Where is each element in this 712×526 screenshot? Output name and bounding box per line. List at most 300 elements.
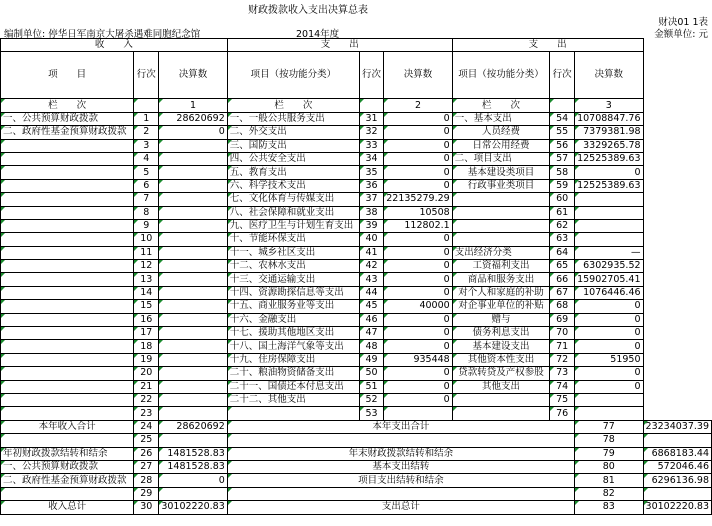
table-row	[1, 112, 712, 125]
expense-item[interactable]: 二、外交支出	[227, 126, 359, 139]
row-number: 25	[134, 434, 159, 447]
income-item[interactable]	[1, 233, 134, 246]
row-number: 5	[134, 166, 159, 179]
row-number: 16	[134, 313, 159, 326]
expense-amount[interactable]: 112802.1	[384, 219, 452, 232]
expense-econ-amount[interactable]: 15902705.41	[575, 273, 644, 286]
carry-expense-item[interactable]: 基本支出结转	[227, 460, 574, 473]
table-row	[1, 367, 712, 380]
func-item-header: 项目（按功能分类）	[452, 52, 550, 99]
row-number: 49	[359, 353, 383, 366]
expense-econ-amount[interactable]: 0	[575, 313, 644, 326]
expense-amount[interactable]: 0	[384, 139, 452, 152]
row-number: 18	[134, 340, 159, 353]
income-item[interactable]	[1, 407, 134, 420]
expense-amount[interactable]: 0	[384, 273, 452, 286]
expense-econ-amount[interactable]: 51950	[575, 353, 644, 366]
income-item[interactable]	[1, 313, 134, 326]
expense-amount[interactable]: 0	[384, 126, 452, 139]
expense-amount[interactable]: 0	[384, 166, 452, 179]
expense-item[interactable]: 十、节能环保支出	[227, 233, 359, 246]
expense-econ-amount[interactable]: 12525389.63	[575, 179, 644, 192]
table-row	[1, 260, 712, 273]
expense-econ-amount[interactable]: 0	[575, 340, 644, 353]
row-number: 54	[550, 112, 575, 125]
row-number: 59	[550, 179, 575, 192]
row-number: 19	[134, 353, 159, 366]
income-amount[interactable]	[159, 246, 227, 259]
expense-grand-amount[interactable]: 30102220.83	[643, 501, 711, 514]
carry-expense-amount[interactable]: 6868183.44	[643, 447, 711, 460]
expense-econ-item[interactable]: 其他资本性支出	[452, 353, 550, 366]
table-row	[1, 166, 712, 179]
row-number: 76	[550, 407, 575, 420]
row-number: 27	[134, 460, 159, 473]
row-number: 32	[359, 126, 383, 139]
table-row	[1, 246, 712, 259]
row-number: 3	[134, 139, 159, 152]
row-number: 43	[359, 273, 383, 286]
income-total-label: 本年收入合计	[1, 420, 134, 433]
table-row	[1, 460, 712, 473]
column-index: 1	[159, 99, 227, 112]
column-index-label: 栏 次	[452, 99, 550, 112]
income-amount[interactable]	[159, 300, 227, 313]
income-amount[interactable]	[159, 166, 227, 179]
expense-econ-item[interactable]: 商品和服务支出	[452, 273, 550, 286]
income-amount[interactable]	[159, 353, 227, 366]
row-number: 28	[134, 474, 159, 487]
carry-expense-amount[interactable]: 6296136.98	[643, 474, 711, 487]
carry-expense-amount[interactable]	[643, 487, 711, 500]
income-item[interactable]	[1, 393, 134, 406]
expense-amount[interactable]: 0	[384, 327, 452, 340]
row-number: 65	[550, 260, 575, 273]
expense-econ-amount[interactable]: 0	[575, 166, 644, 179]
expense-amount[interactable]: 0	[384, 340, 452, 353]
row-number: 17	[134, 327, 159, 340]
row-number: 58	[550, 166, 575, 179]
blank-cell	[1, 434, 134, 447]
row-number: 70	[550, 327, 575, 340]
carry-expense-item[interactable]: 年末财政拨款结转和结余	[227, 447, 574, 460]
income-item[interactable]	[1, 340, 134, 353]
table-row	[1, 179, 712, 192]
expense-amount[interactable]: 0	[384, 179, 452, 192]
row-number: 23	[134, 407, 159, 420]
income-item[interactable]	[1, 166, 134, 179]
report-year: 2014年度	[296, 29, 340, 40]
expense-econ-item[interactable]: 日常公用经费	[452, 139, 550, 152]
expense-item[interactable]: 九、医疗卫生与计划生育支出	[227, 219, 359, 232]
income-amount[interactable]	[159, 393, 227, 406]
income-item[interactable]	[1, 179, 134, 192]
income-amount[interactable]	[159, 219, 227, 232]
income-amount[interactable]: 28620692	[159, 112, 227, 125]
blank-cell	[550, 99, 575, 112]
row-number: 69	[550, 313, 575, 326]
row-number: 81	[575, 474, 644, 487]
row-number: 33	[359, 139, 383, 152]
income-item[interactable]: 一、公共预算财政拨款	[1, 112, 134, 125]
row-number: 67	[550, 286, 575, 299]
expense-amount[interactable]: 0	[384, 393, 452, 406]
expense-econ-amount[interactable]: 12525389.63	[575, 152, 644, 165]
expense-item[interactable]: 十二、农林水支出	[227, 260, 359, 273]
row-number: 29	[134, 487, 159, 500]
row-no-header: 行次	[359, 52, 383, 99]
expense-header-1: 支 出	[227, 39, 452, 52]
carry-income-amount[interactable]: 0	[159, 474, 227, 487]
currency-unit: 金额单位: 元	[654, 29, 708, 40]
row-number: 22	[134, 393, 159, 406]
expense-item[interactable]: 六、科学技术支出	[227, 179, 359, 192]
income-amount[interactable]	[159, 273, 227, 286]
expense-grand-label: 支出总计	[227, 501, 574, 514]
expense-econ-item[interactable]: 人员经费	[452, 126, 550, 139]
row-number: 61	[550, 206, 575, 219]
expense-econ-item[interactable]	[452, 193, 550, 206]
expense-econ-amount[interactable]: 6302935.52	[575, 260, 644, 273]
expense-item[interactable]: 十六、金融支出	[227, 313, 359, 326]
expense-econ-item[interactable]: 贷款转贷及产权参股	[452, 367, 550, 380]
carry-income-amount[interactable]	[159, 487, 227, 500]
expense-econ-item[interactable]: 二、项目支出	[452, 152, 550, 165]
expense-amount[interactable]	[384, 407, 452, 420]
column-index: 2	[384, 99, 452, 112]
expense-amount[interactable]: 0	[384, 286, 452, 299]
income-item[interactable]	[1, 139, 134, 152]
row-number: 35	[359, 166, 383, 179]
expense-total-amount[interactable]: 23234037.39	[643, 420, 711, 433]
expense-econ-item[interactable]: 其他支出	[452, 380, 550, 393]
income-amount[interactable]	[159, 313, 227, 326]
expense-amount[interactable]: 0	[384, 313, 452, 326]
carry-income-item[interactable]: 二、政府性基金预算财政拨款	[1, 474, 134, 487]
income-amount[interactable]	[159, 193, 227, 206]
column-index-label: 栏 次	[227, 99, 359, 112]
expense-econ-item[interactable]: 债务利息支出	[452, 327, 550, 340]
row-number: 8	[134, 206, 159, 219]
expense-econ-amount[interactable]: 3329265.78	[575, 139, 644, 152]
row-number: 44	[359, 286, 383, 299]
expense-econ-item[interactable]: 对企事业单位的补贴	[452, 300, 550, 313]
row-number: 36	[359, 179, 383, 192]
blank-cell	[134, 99, 159, 112]
expense-amount[interactable]: 10508	[384, 206, 452, 219]
expense-amount[interactable]: 40000	[384, 300, 452, 313]
table-row	[1, 313, 712, 326]
expense-econ-item[interactable]	[452, 393, 550, 406]
expense-item[interactable]: 五、教育支出	[227, 166, 359, 179]
expense-amount[interactable]: 0	[384, 260, 452, 273]
row-number: 72	[550, 353, 575, 366]
row-number: 51	[359, 380, 383, 393]
expense-item[interactable]: 八、社会保障和就业支出	[227, 206, 359, 219]
row-number: 68	[550, 300, 575, 313]
row-number: 31	[359, 112, 383, 125]
row-number: 82	[575, 487, 644, 500]
row-number: 71	[550, 340, 575, 353]
row-number: 11	[134, 246, 159, 259]
income-item[interactable]	[1, 353, 134, 366]
row-number: 1	[134, 112, 159, 125]
income-item[interactable]	[1, 206, 134, 219]
expense-amount[interactable]: 0	[384, 246, 452, 259]
row-number: 80	[575, 460, 644, 473]
row-number: 74	[550, 380, 575, 393]
table-row	[1, 353, 712, 366]
expense-item[interactable]: 十四、资源勘探信息等支出	[227, 286, 359, 299]
row-number: 9	[134, 219, 159, 232]
grand-total-row	[1, 501, 712, 514]
row-number: 24	[134, 420, 159, 433]
row-number: 66	[550, 273, 575, 286]
row-number: 42	[359, 260, 383, 273]
expense-item[interactable]	[227, 407, 359, 420]
row-number: 45	[359, 300, 383, 313]
expense-econ-amount[interactable]: 10708847.76	[575, 112, 644, 125]
income-amount[interactable]	[159, 206, 227, 219]
income-amount[interactable]	[159, 139, 227, 152]
expense-econ-amount[interactable]: 7379381.98	[575, 126, 644, 139]
expense-item[interactable]: 二十二、其他支出	[227, 393, 359, 406]
row-number: 38	[359, 206, 383, 219]
expense-item[interactable]: 十三、交通运输支出	[227, 273, 359, 286]
expense-amount[interactable]: 0	[384, 367, 452, 380]
row-number: 64	[550, 246, 575, 259]
carry-income-item[interactable]: 一、公共预算财政拨款	[1, 460, 134, 473]
column-index: 3	[575, 99, 644, 112]
expense-econ-amount[interactable]	[575, 193, 644, 206]
row-number: 10	[134, 233, 159, 246]
income-item[interactable]	[1, 193, 134, 206]
table-row	[1, 300, 712, 313]
expense-item[interactable]: 一、一般公共服务支出	[227, 112, 359, 125]
income-item[interactable]	[1, 286, 134, 299]
table-row	[1, 327, 712, 340]
table-row	[1, 206, 712, 219]
expense-amount[interactable]: 935448	[384, 353, 452, 366]
expense-econ-item[interactable]: 支出经济分类	[452, 246, 550, 259]
income-item[interactable]	[1, 219, 134, 232]
income-item[interactable]	[1, 152, 134, 165]
row-number: 79	[575, 447, 644, 460]
row-no-header: 行次	[550, 52, 575, 99]
row-number: 12	[134, 260, 159, 273]
expense-amount[interactable]: 0	[384, 233, 452, 246]
expense-item[interactable]: 十一、城乡社区支出	[227, 246, 359, 259]
row-number: 34	[359, 152, 383, 165]
expense-item[interactable]: 四、公共安全支出	[227, 152, 359, 165]
column-index-label: 栏 次	[1, 99, 134, 112]
row-number: 47	[359, 327, 383, 340]
income-item[interactable]: 二、政府性基金预算财政拨款	[1, 126, 134, 139]
amount-header: 决算数	[159, 52, 227, 99]
expense-econ-amount[interactable]	[575, 206, 644, 219]
expense-econ-item[interactable]: 工资福利支出	[452, 260, 550, 273]
income-total-amount[interactable]: 28620692	[159, 420, 227, 433]
blank-cell	[227, 434, 574, 447]
row-number: 30	[134, 501, 159, 514]
expense-econ-item[interactable]	[452, 206, 550, 219]
income-item[interactable]	[1, 380, 134, 393]
table-row	[1, 193, 712, 206]
table-row	[1, 487, 712, 500]
expense-item[interactable]: 七、文化体育与传媒支出	[227, 193, 359, 206]
carry-income-item[interactable]: 年初财政拨款结转和结余	[1, 447, 134, 460]
row-number: 2	[134, 126, 159, 139]
income-item[interactable]	[1, 327, 134, 340]
row-number: 57	[550, 152, 575, 165]
row-number: 39	[359, 219, 383, 232]
blank-cell	[159, 434, 227, 447]
row-number: 77	[575, 420, 644, 433]
expense-total-label: 本年支出合计	[227, 420, 574, 433]
income-amount[interactable]	[159, 407, 227, 420]
expense-amount[interactable]: 0	[384, 380, 452, 393]
table-row	[1, 447, 712, 460]
income-amount[interactable]	[159, 152, 227, 165]
expense-econ-amount[interactable]	[575, 219, 644, 232]
expense-econ-item[interactable]: 赠与	[452, 313, 550, 326]
expense-econ-item[interactable]	[452, 407, 550, 420]
carry-income-item[interactable]	[1, 487, 134, 500]
row-number: 21	[134, 380, 159, 393]
carry-expense-item[interactable]: 项目支出结转和结余	[227, 474, 574, 487]
table-row	[1, 407, 712, 420]
report-title: 财政拨款收入支出决算总表	[248, 5, 368, 16]
income-header: 收 入	[1, 39, 228, 52]
expense-econ-item[interactable]: 基本建设类项目	[452, 166, 550, 179]
row-number: 73	[550, 367, 575, 380]
expense-econ-amount[interactable]: 0	[575, 300, 644, 313]
row-number: 14	[134, 286, 159, 299]
row-number: 15	[134, 300, 159, 313]
carry-expense-amount[interactable]: 572046.46	[643, 460, 711, 473]
table-row	[1, 474, 712, 487]
expense-econ-amount[interactable]: 0	[575, 327, 644, 340]
row-number: 83	[575, 501, 644, 514]
table-row	[1, 126, 712, 139]
income-item[interactable]	[1, 273, 134, 286]
table-row	[1, 380, 712, 393]
row-number: 53	[359, 407, 383, 420]
row-number: 50	[359, 367, 383, 380]
table-row	[1, 233, 712, 246]
expense-item[interactable]: 二十一、国债还本付息支出	[227, 380, 359, 393]
amount-header: 决算数	[575, 52, 644, 99]
row-number: 52	[359, 393, 383, 406]
row-number: 78	[575, 434, 644, 447]
row-number: 75	[550, 393, 575, 406]
expense-item[interactable]: 十七、援助其他地区支出	[227, 327, 359, 340]
income-amount[interactable]	[159, 286, 227, 299]
table-row	[1, 286, 712, 299]
row-number: 60	[550, 193, 575, 206]
income-amount[interactable]	[159, 380, 227, 393]
table-row	[1, 393, 712, 406]
row-number: 46	[359, 313, 383, 326]
row-number: 4	[134, 152, 159, 165]
expense-item[interactable]: 二十、粮油物资储备支出	[227, 367, 359, 380]
row-number: 7	[134, 193, 159, 206]
carry-income-amount[interactable]: 1481528.83	[159, 460, 227, 473]
income-item[interactable]	[1, 246, 134, 259]
func-item-header: 项目（按功能分类）	[227, 52, 359, 99]
expense-econ-item[interactable]: 行政事业类项目	[452, 179, 550, 192]
amount-header: 决算数	[384, 52, 452, 99]
income-amount[interactable]	[159, 260, 227, 273]
expense-econ-item[interactable]	[452, 219, 550, 232]
table-row	[1, 219, 712, 232]
expense-econ-item[interactable]: 对个人和家庭的补助	[452, 286, 550, 299]
income-amount[interactable]	[159, 233, 227, 246]
expense-amount[interactable]: 0	[384, 152, 452, 165]
expense-item[interactable]: 十八、国土海洋气象等支出	[227, 340, 359, 353]
income-amount[interactable]: 0	[159, 126, 227, 139]
row-number: 41	[359, 246, 383, 259]
row-number: 13	[134, 273, 159, 286]
income-item[interactable]	[1, 260, 134, 273]
expense-econ-amount[interactable]: 0	[575, 380, 644, 393]
income-grand-amount[interactable]: 30102220.83	[159, 501, 227, 514]
table-row	[1, 340, 712, 353]
expense-amount[interactable]: 22135279.29	[384, 193, 452, 206]
expense-item[interactable]: 十五、商业服务业等支出	[227, 300, 359, 313]
row-number: 63	[550, 233, 575, 246]
expense-econ-amount[interactable]	[575, 407, 644, 420]
item-header: 项 目	[1, 52, 134, 99]
income-amount[interactable]	[159, 327, 227, 340]
carry-expense-item[interactable]	[227, 487, 574, 500]
table-row	[1, 434, 712, 447]
expense-econ-item[interactable]: 基本建设支出	[452, 340, 550, 353]
expense-econ-amount[interactable]: 0	[575, 367, 644, 380]
row-number: 48	[359, 340, 383, 353]
income-amount[interactable]	[159, 367, 227, 380]
income-item[interactable]	[1, 367, 134, 380]
expense-econ-amount[interactable]	[575, 393, 644, 406]
income-amount[interactable]	[159, 340, 227, 353]
expense-item[interactable]: 十九、住房保障支出	[227, 353, 359, 366]
row-number: 6	[134, 179, 159, 192]
unit-label: 编制单位: 停华日军南京大屠杀遇难同胞纪念馆	[4, 29, 201, 40]
income-item[interactable]	[1, 300, 134, 313]
row-no-header: 行次	[134, 52, 159, 99]
total-row	[1, 420, 712, 433]
row-number: 55	[550, 126, 575, 139]
expense-econ-item[interactable]: 一、基本支出	[452, 112, 550, 125]
row-number: 56	[550, 139, 575, 152]
row-number: 37	[359, 193, 383, 206]
form-code: 财决01 1表	[658, 17, 708, 28]
expense-item[interactable]: 三、国防支出	[227, 139, 359, 152]
income-amount[interactable]	[159, 179, 227, 192]
table-row	[1, 152, 712, 165]
expense-econ-amount[interactable]: 1076446.46	[575, 286, 644, 299]
expense-econ-amount[interactable]	[575, 233, 644, 246]
expense-econ-item[interactable]	[452, 233, 550, 246]
carry-income-amount[interactable]: 1481528.83	[159, 447, 227, 460]
expense-amount[interactable]: 0	[384, 112, 452, 125]
blank-cell	[359, 99, 383, 112]
income-grand-label: 收入总计	[1, 501, 134, 514]
expense-header-2: 支 出	[452, 39, 643, 52]
blank-cell	[643, 434, 711, 447]
table-row	[1, 139, 712, 152]
expense-econ-amount[interactable]: —	[575, 246, 644, 259]
